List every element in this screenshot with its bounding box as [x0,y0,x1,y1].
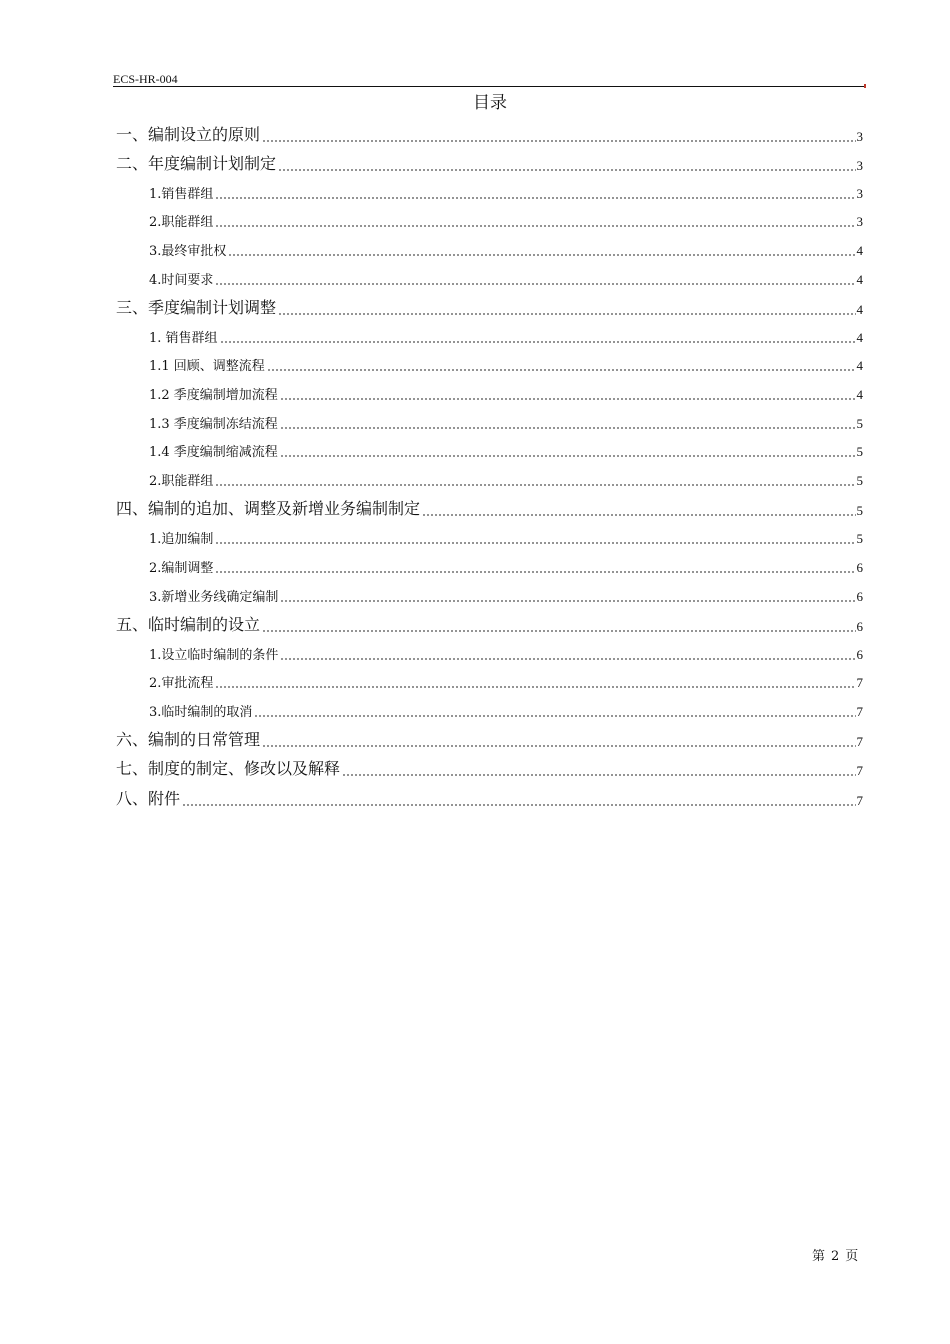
toc-dot-leader [182,803,855,807]
toc-entry[interactable] [149,328,863,346]
toc-entry-page: 3 [856,186,863,201]
toc-entry-page: 4 [856,358,863,373]
toc-entry-page: 7 [856,793,863,808]
toc-entry-label: 1.设立临时编制的条件 [149,648,279,663]
toc-dot-leader [280,397,856,401]
toc-entry[interactable] [149,212,863,230]
toc-entry-page: 7 [856,734,863,749]
toc-entry-page: 6 [856,619,863,634]
toc-entry[interactable] [149,270,863,288]
toc-entry[interactable] [116,497,863,519]
toc-entry-label: 3.最终审批权 [149,244,227,259]
toc-entry-page: 6 [856,589,863,604]
toc-entry[interactable] [149,673,863,691]
toc-entry[interactable] [149,529,863,547]
toc-entry-label: 1.3 季度编制冻结流程 [149,417,278,432]
toc-entry[interactable] [149,702,863,720]
toc-entry[interactable] [149,414,863,432]
toc-entry[interactable] [149,184,863,202]
toc-dot-leader [278,168,855,172]
toc-dot-leader [262,744,855,748]
toc-entry-page: 4 [856,272,863,287]
toc-entry[interactable] [149,558,863,576]
toc-entry-label: 五、临时编制的设立 [116,615,261,634]
toc-entry-label: 一、编制设立的原则 [116,125,261,144]
toc-entry-label: 4.时间要求 [149,273,214,288]
header-divider [113,86,865,87]
toc-dot-leader [254,714,855,718]
toc-entry[interactable] [116,613,863,635]
toc-dot-leader [215,685,855,689]
toc-entry-page: 6 [856,647,863,662]
toc-entry[interactable] [116,296,863,318]
toc-entry-page: 4 [856,387,863,402]
toc-entry-label: 1.4 季度编制缩减流程 [149,445,278,460]
toc-dot-leader [280,599,855,603]
footer-suffix: 页 [845,1249,859,1264]
toc-entry-page: 5 [856,473,863,488]
toc-entry-page: 5 [856,503,863,518]
toc-entry-page: 4 [856,302,863,317]
toc-entry-label: 1.追加编制 [149,532,214,547]
toc-dot-leader [422,513,855,517]
toc-entry-label: 1.1 回顾、调整流程 [149,359,265,374]
toc-entry[interactable] [116,152,863,174]
toc-entry[interactable] [149,385,863,403]
toc-entry-page: 7 [856,675,863,690]
toc-dot-leader [215,541,855,545]
toc-entry-label: 1.销售群组 [149,187,214,202]
toc-dot-leader [215,483,855,487]
toc-entry-label: 四、编制的追加、调整及新增业务编制制定 [116,499,421,518]
toc-entry[interactable] [149,442,863,460]
toc-entry-page: 7 [856,704,863,719]
toc-entry-label: 3.新增业务线确定编制 [149,590,279,605]
toc-entry[interactable] [149,645,863,663]
toc-dot-leader [280,657,855,661]
toc-entry-page: 5 [856,444,863,459]
toc-entry-label: 3.临时编制的取消 [149,705,253,720]
toc-entry-page: 6 [856,560,863,575]
toc-entry-label: 二、年度编制计划制定 [116,154,277,173]
toc-entry-label: 1.2 季度编制增加流程 [149,388,278,403]
toc-entry[interactable] [116,757,863,779]
toc-entry-label: 2.审批流程 [149,676,214,691]
toc-dot-leader [215,224,855,228]
toc-dot-leader [342,773,855,777]
document-code: ECS-HR-004 [113,72,178,86]
toc-entry-page: 5 [856,416,863,431]
toc-entry[interactable] [149,471,863,489]
toc-entry-page: 5 [856,531,863,546]
toc-entry[interactable] [116,787,863,809]
toc-entry[interactable] [149,356,863,374]
toc-entry-label: 1. 销售群组 [149,331,218,346]
toc-entry-label: 七、制度的制定、修改以及解释 [116,759,341,778]
toc-dot-leader [262,139,855,143]
footer-prefix: 第 [812,1249,826,1264]
toc-entry-label: 2.职能群组 [149,474,214,489]
toc-dot-leader [280,426,856,430]
toc-dot-leader [262,629,855,633]
toc-entry-page: 3 [856,214,863,229]
toc-entry-page: 7 [856,763,863,778]
page-footer [812,1249,858,1265]
toc-entry-page: 3 [856,158,863,173]
toc-dot-leader [215,570,855,574]
toc-entry-label: 八、附件 [116,789,181,808]
toc-entry-page: 3 [856,129,863,144]
toc-entry[interactable] [149,587,863,605]
toc-entry-page: 4 [856,330,863,345]
toc-dot-leader [220,340,856,344]
footer-page-number: 2 [831,1249,840,1264]
toc-dot-leader [267,368,856,372]
toc-entry-page: 4 [856,243,863,258]
toc-entry[interactable] [116,728,863,750]
toc-dot-leader [215,282,855,286]
header-red-mark [864,84,866,88]
toc-dot-leader [228,253,855,257]
toc-dot-leader [278,312,855,316]
toc-dot-leader [280,454,856,458]
toc-title: 目录 [473,93,507,113]
toc-entry-label: 2.职能群组 [149,215,214,230]
toc-entry-label: 六、编制的日常管理 [116,730,261,749]
toc-entry-label: 三、季度编制计划调整 [116,298,277,317]
toc-entry-label: 2.编制调整 [149,561,214,576]
toc-entry[interactable] [149,241,863,259]
toc-dot-leader [215,196,855,200]
toc-entry[interactable] [116,123,863,145]
